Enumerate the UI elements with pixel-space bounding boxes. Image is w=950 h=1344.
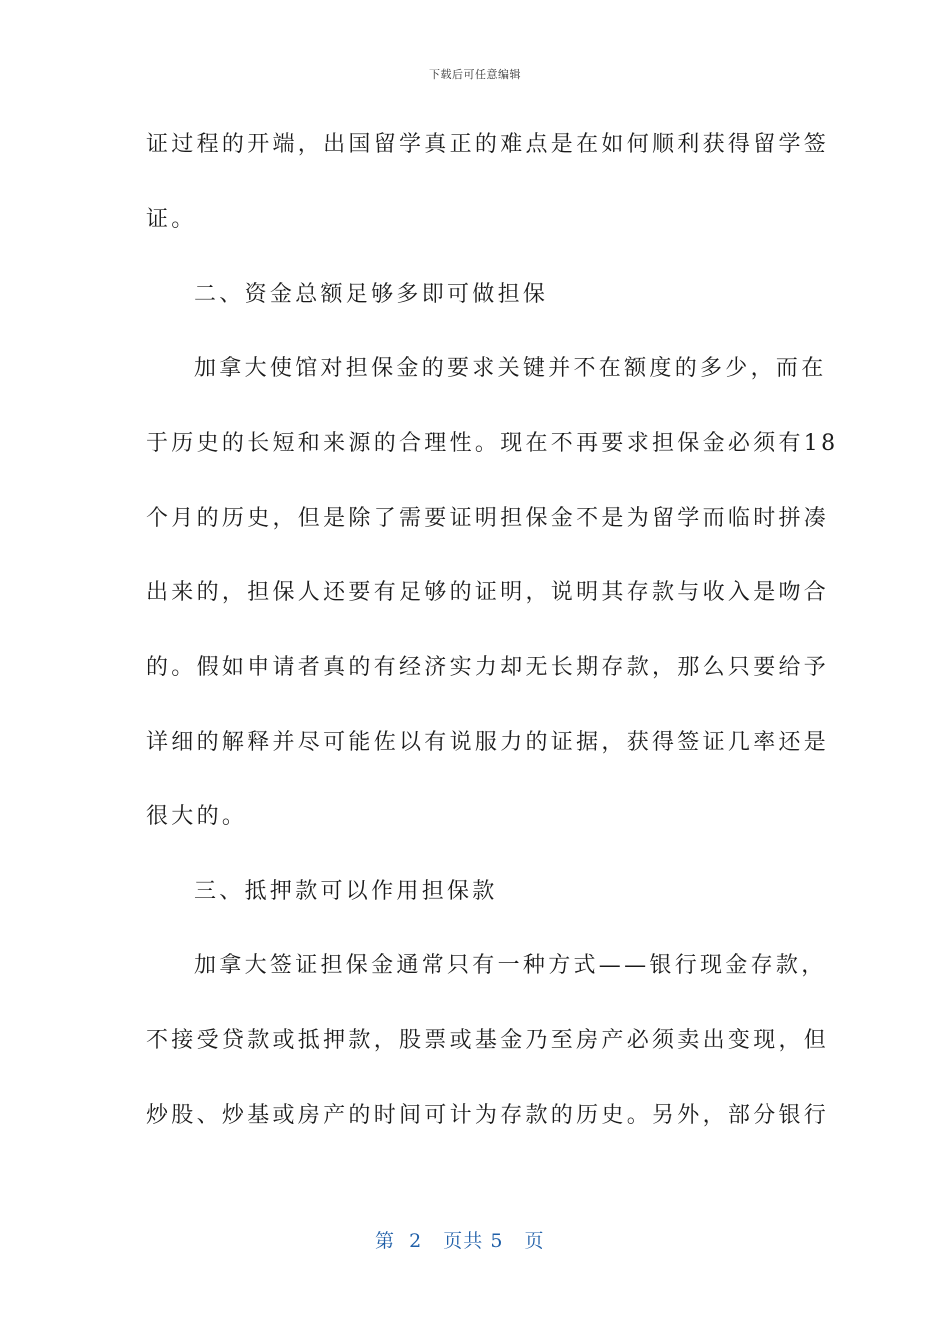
section-heading: 三、抵押款可以作用担保款: [194, 879, 498, 904]
text-line: 出来的，担保人还要有足够的证明，说明其存款与收入是吻合: [146, 580, 830, 605]
text-line: 证。: [146, 207, 197, 232]
page-number-footer: 第 2 页共 5 页: [375, 1230, 545, 1252]
text-line: 很大的。: [146, 804, 248, 829]
text-line: 详细的解释并尽可能佐以有说服力的证据，获得签证几率还是: [146, 730, 830, 755]
text-line: 不接受贷款或抵押款，股票或基金乃至房产必须卖出变现，但: [146, 1028, 830, 1053]
page-header: 下载后可任意编辑: [429, 68, 521, 81]
text-line: 于历史的长短和来源的合理性。现在不再要求担保金必须有18: [146, 431, 839, 456]
text-line: 个月的历史，但是除了需要证明担保金不是为留学而临时拼凑: [146, 506, 830, 531]
text-line: 加拿大签证担保金通常只有一种方式——银行现金存款，: [194, 953, 827, 978]
text-line: 的。假如申请者真的有经济实力却无长期存款，那么只要给予: [146, 655, 830, 680]
section-heading: 二、资金总额足够多即可做担保: [194, 282, 549, 307]
text-line: 炒股、炒基或房产的时间可计为存款的历史。另外，部分银行: [146, 1103, 830, 1128]
text-line: 证过程的开端，出国留学真正的难点是在如何顺利获得留学签: [146, 132, 830, 157]
text-line: 加拿大使馆对担保金的要求关键并不在额度的多少，而在: [194, 356, 827, 381]
